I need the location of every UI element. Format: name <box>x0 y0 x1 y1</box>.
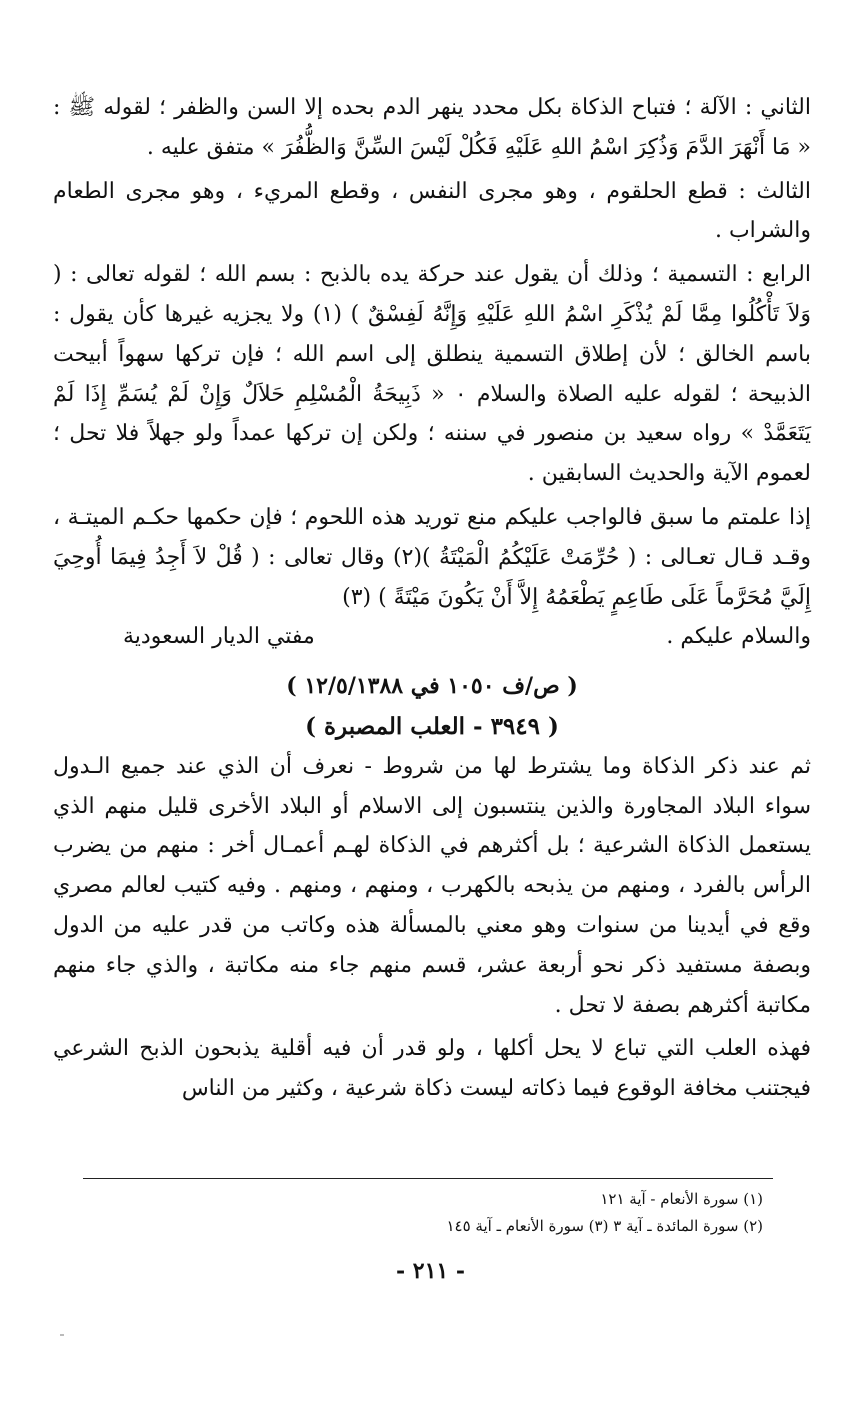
signer-title: مفتي الديار السعودية <box>123 624 315 650</box>
closing-greeting: والسلام عليكم . <box>666 624 811 650</box>
paragraph-canned-goods: فهذه العلب التي تباع لا يحل أكلها ، ولو قدر أن فيه أقلية يذبحون الذبح الشرعي فيجتنب مخافة الوقوع فيما ذكاته ليست ذكاة شرعية ، وكثير من الناس <box>53 1036 811 1102</box>
paragraph-cutting: الثالث : قطع الحلقوم ، وهو مجرى النفس ، وقطع المريء ، وهو مجرى الطعام والشراب . <box>53 178 811 244</box>
footnotes <box>83 1186 763 1240</box>
paragraph-tool: الثاني : الآلة ؛ فتباح الذكاة بكل محدد ينهر الدم بحده إلا السن والظفر ؛ لقوله ﷺ : « مَا أَنْهَرَ الدَّمَ وَذُكِرَ اسْمُ اللهِ عَلَيْهِ فَكُلْ لَيْسَ السِّنَّ وَالظُّفُرَ » متفق عليه . <box>53 95 811 160</box>
paragraph-slaughter-methods: ثم عند ذكر الذكاة وما يشترط لها من شروط - نعرف أن الذي عند جميع الـدول سواء البلاد المجاورة والذين ينتسبون إلى الاسلام أو البلاد الأخرى قليل منهم الذي يستعمل الذكاة الشرعية ؛ بل أكثرهم في الذكاة لهـم أعمـال أخر : منهم من يضرب الرأس بالفرد ، ومنهم من يذبحه بالكهرب ، ومنهم ، ومنهم . وفيه كتيب لعالم مصري وقع في أيدينا من سنوات وهو معني بالمسألة هذه وكاتب من قدر عليه من الدول وبصفة مستفيد ذكر نحو أربعة عشر، قسم منهم جاء منه مكاتبة ، والذي جاء منهم مكاتبة أكثرهم بصفة لا تحل . <box>53 753 811 1018</box>
footnote-1: (١) سورة الأنعام - آية ١٢١ <box>600 1190 763 1208</box>
footnote-2-3: (٢) سورة المائدة ـ آية ٣ (٣) سورة الأنعام ـ آية ١٤٥ <box>446 1217 763 1235</box>
paragraph-tasmiya: الرابع : التسمية ؛ وذلك أن يقول عند حركة يده بالذبح : بسم الله ؛ لقوله تعالى : ( وَلاَ تَأْكُلُوا مِمَّا لَمْ يُذْكَرِ اسْمُ اللهِ عَلَيْهِ وَإِنَّهُ لَفِسْقٌ ) (١) ولا يجزيه غيرها كأن يقول : باسم الخالق ؛ لأن إطلاق التسمية ينطلق إلى اسم الله ؛ فإن تركها سهواً أبيحت الذبيحة ؛ لقوله عليه الصلاة والسلام ٠ « ذَبِيحَةُ الْمُسْلِمِ حَلاَلٌ وَإِنْ لَمْ يُسَمِّ إِذَا لَمْ يَتَعَمَّدْ » رواه سعيد بن منصور في سننه ؛ ولكن إن تركها عمداً ولو جهلاً فلا تحل ؛ لعموم الآية والحديث السابقين . <box>53 262 812 487</box>
scan-speck <box>60 1334 64 1336</box>
section-heading: ( ٣٩٤٩ - العلب المصبرة ) <box>305 712 559 740</box>
page-number: - ٢١١ - <box>395 1258 466 1284</box>
main-text <box>53 88 811 1109</box>
paragraph-ruling: إذا علمتم ما سبق فالواجب عليكم منع توريد هذه اللحوم ؛ فإن حكمها حكـم الميتـة ، وقـد قـال تعـالى : ( حُرِّمَتْ عَلَيْكُمُ الْمَيْتَةُ )(٢) وقال تعالى : ( قُلْ لاَ أَجِدُ فِيمَا أُوحِيَ إِلَيَّ مُحَرَّماً عَلَى طَاعِمٍ يَطْعَمُهُ إِلاَّ أَنْ يَكُونَ مَيْتَةً ) (٣) <box>53 504 812 610</box>
footnote-divider <box>83 1178 773 1179</box>
signature-line <box>53 617 811 657</box>
fatwa-reference: ( ص/ف ١٠٥٠ في ١٢/٥/١٣٨٨ ) <box>286 673 578 700</box>
